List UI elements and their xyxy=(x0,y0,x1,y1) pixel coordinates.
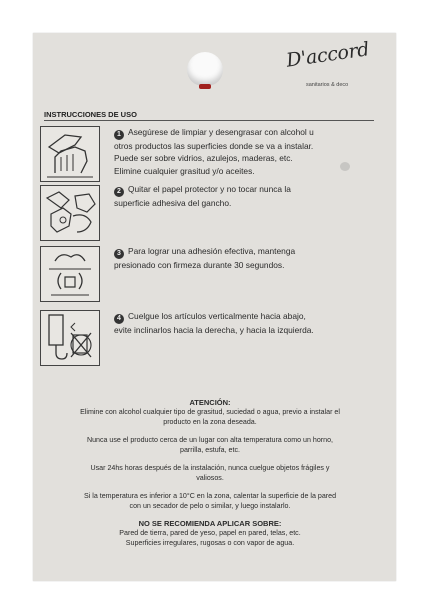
step-1-line-2: otros productos las superficies donde se va a instalar. xyxy=(114,141,314,151)
attention-paragraph-2-line-1: Nunca use el producto cerca de un lugar con alta temperatura como un horno, xyxy=(86,436,334,444)
step-1 xyxy=(114,126,374,177)
step-2 xyxy=(114,183,374,209)
attention-block xyxy=(40,398,380,548)
step-2-number: 2 xyxy=(114,187,124,197)
brand-logo xyxy=(284,38,371,94)
attention-paragraph-3-line-2: valiosos. xyxy=(196,474,224,482)
hook-vertical-icon xyxy=(40,310,100,366)
step-1-number: 1 xyxy=(114,130,124,140)
step-4-line-1: Cuelgue los artículos verticalmente hacia abajo, xyxy=(128,311,306,321)
brand-name: D'accord xyxy=(284,38,371,72)
not-recommended-line-2: Superficies irregulares, rugosas o con vapor de agua. xyxy=(125,539,295,547)
not-recommended-line-1: Pared de tierra, pared de yeso, papel en pared, telas, etc. xyxy=(119,529,301,537)
step-2-line-1: Quitar el papel protector y no tocar nunca la xyxy=(128,184,291,194)
press-firmly-icon xyxy=(40,246,100,302)
step-1-line-4: Elimine cualquier grasitud y/o aceites. xyxy=(114,165,255,176)
attention-paragraph-2-line-2: parrilla, estufa, etc. xyxy=(180,446,240,454)
section-title: INSTRUCCIONES DE USO xyxy=(44,110,137,119)
step-1-line-1: Asegúrese de limpiar y desengrasar con alcohol u xyxy=(128,127,314,137)
brand-tagline: sanitarios & deco xyxy=(306,82,349,88)
step-2-line-2: superficie adhesiva del gancho. xyxy=(114,198,232,208)
attention-paragraph-4-line-1: Si la temperatura es inferior a 10°C en la zona, calentar la superficie de la pared xyxy=(83,492,337,500)
hands-cleaning-icon xyxy=(40,126,100,182)
step-4-number: 4 xyxy=(114,314,124,324)
step-3-number: 3 xyxy=(114,249,124,259)
step-4 xyxy=(114,310,374,336)
step-3-line-1: Para lograr una adhesión efectiva, mantenga xyxy=(128,246,296,256)
step-1-line-3: Puede ser sobre vidrios, azulejos, maderas, etc. xyxy=(114,153,293,164)
not-recommended-title: NO SE RECOMIENDA APLICAR SOBRE: xyxy=(138,519,282,528)
section-divider xyxy=(44,120,374,121)
hang-hole xyxy=(187,52,223,86)
attention-paragraph-1-line-1: Elimine con alcohol cualquier tipo de grasitud, suciedad o agua, previo a instalar el xyxy=(80,408,340,416)
peel-protector-icon xyxy=(40,185,100,241)
step-3-line-2: presionado con firmeza durante 30 segundos. xyxy=(114,260,285,270)
step-3 xyxy=(114,245,374,271)
attention-paragraph-4-line-2: con un secador de pelo o similar, y luego instalarlo. xyxy=(129,502,291,510)
attention-paragraph-3-line-1: Usar 24hs horas después de la instalación, nunca cuelgue objetos frágiles y xyxy=(90,464,330,472)
attention-paragraph-1-line-2: producto en la zona deseada. xyxy=(163,418,257,426)
attention-title: ATENCIÓN: xyxy=(189,398,231,407)
step-4-line-2: evite inclinarlos hacia la derecha, y hacia la izquierda. xyxy=(114,325,314,335)
